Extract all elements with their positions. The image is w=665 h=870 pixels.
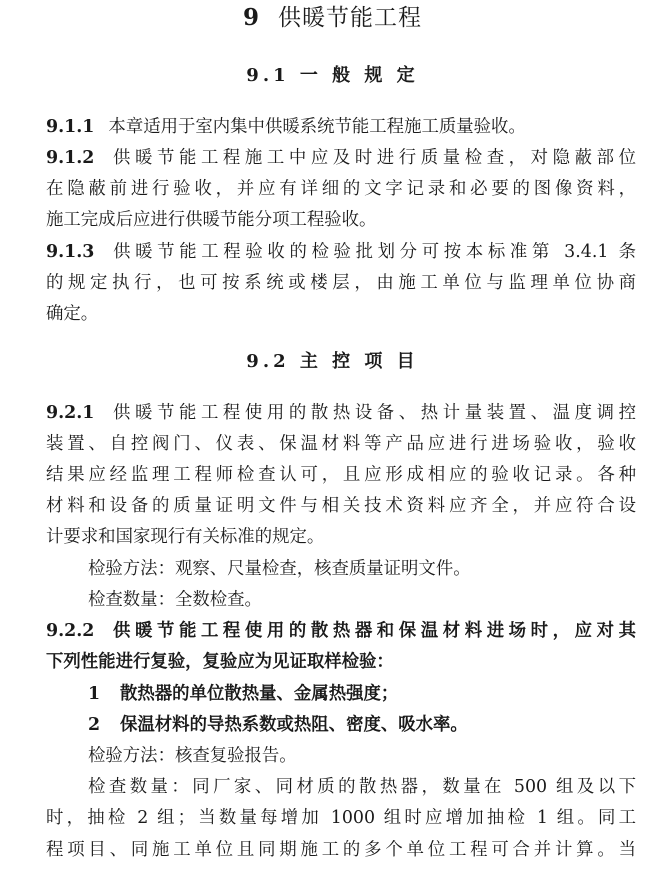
clause-9-2-2-line-2: 下列性能进行复验，复验应为见证取样检验： [46, 652, 394, 672]
clause-number: 9.2.1 [46, 403, 95, 423]
clause-9-1-2-line-3: 施工完成后应进行供暖节能分项工程验收。 [46, 210, 377, 230]
inspection-method: 检验方法：核查复验报告。 [88, 746, 297, 766]
chapter-title [0, 2, 665, 34]
clause-9-1-2 [46, 146, 636, 170]
list-item-text: 散热器的单位散热量、金属热强度； [120, 684, 399, 704]
clause-9-2-1-line-3: 结果应经监理工程师检查认可，且应形成相应的验收记录。各种 [46, 465, 636, 485]
list-item-text: 保温材料的导热系数或热阻、密度、吸水率。 [120, 715, 468, 735]
clause-9-1-3 [46, 240, 636, 264]
clause-text: 供暖节能工程验收的检验批划分可按本标准第 3.4.1 条 [108, 242, 636, 262]
clause-number: 9.1.1 [46, 117, 95, 137]
clause-9-1-3-line-2: 的规定执行，也可按系统或楼层，由施工单位与监理单位协商 [46, 273, 636, 293]
clause-9-2-1-line-2: 装置、自控阀门、仪表、保温材料等产品应进行进场验收，验收 [46, 434, 636, 454]
section-title-9-2: 9.2 主 控 项 目 [246, 351, 419, 372]
inspection-quantity: 检查数量：同厂家、同材质的散热器，数量在 500 组及以下 [88, 777, 636, 797]
list-item-number: 2 [88, 715, 101, 735]
clause-9-2-1-line-5: 计要求和国家现行有关标准的规定。 [46, 527, 325, 547]
clause-number: 9.1.2 [46, 148, 95, 168]
chapter-number: 9 [242, 4, 260, 31]
clause-number: 9.1.3 [46, 242, 95, 262]
inspection-quantity-line-2: 时，抽检 2 组；当数量每增加 1000 组时应增加抽检 1 组。同工 [46, 808, 636, 828]
inspection-quantity: 检查数量：全数检查。 [88, 590, 262, 610]
clause-9-2-1 [46, 401, 636, 425]
inspection-method: 检验方法：观察、尺量检查，核查质量证明文件。 [88, 559, 471, 579]
clause-text: 供暖节能工程使用的散热设备、热计量装置、温度调控 [108, 403, 636, 423]
clause-9-1-2-line-2: 在隐蔽前进行验收，并应有详细的文字记录和必要的图像资料， [46, 179, 636, 199]
clause-9-1-1 [46, 115, 636, 139]
clause-9-1-3-line-3: 确定。 [46, 304, 99, 324]
chapter-title-text: 供暖节能工程 [278, 5, 422, 31]
list-item-number: 1 [88, 684, 101, 704]
section-title-9-1: 9.1 一 般 规 定 [246, 65, 419, 86]
clause-9-2-1-line-4: 材料和设备的质量证明文件与相关技术资料应齐全，并应符合设 [46, 496, 636, 516]
list-item [88, 713, 636, 737]
clause-number: 9.2.2 [46, 621, 95, 641]
clause-text: 供暖节能工程使用的散热器和保温材料进场时，应对其 [108, 621, 636, 641]
inspection-quantity-line-3: 程项目、同施工单位且同期施工的多个单位工程可合并计算。当 [46, 840, 636, 860]
clause-text: 本章适用于室内集中供暖系统节能工程施工质量验收。 [108, 117, 526, 137]
list-item [88, 682, 636, 706]
clause-9-2-2 [46, 619, 636, 643]
clause-text: 供暖节能工程施工中应及时进行质量检查，对隐蔽部位 [108, 148, 636, 168]
